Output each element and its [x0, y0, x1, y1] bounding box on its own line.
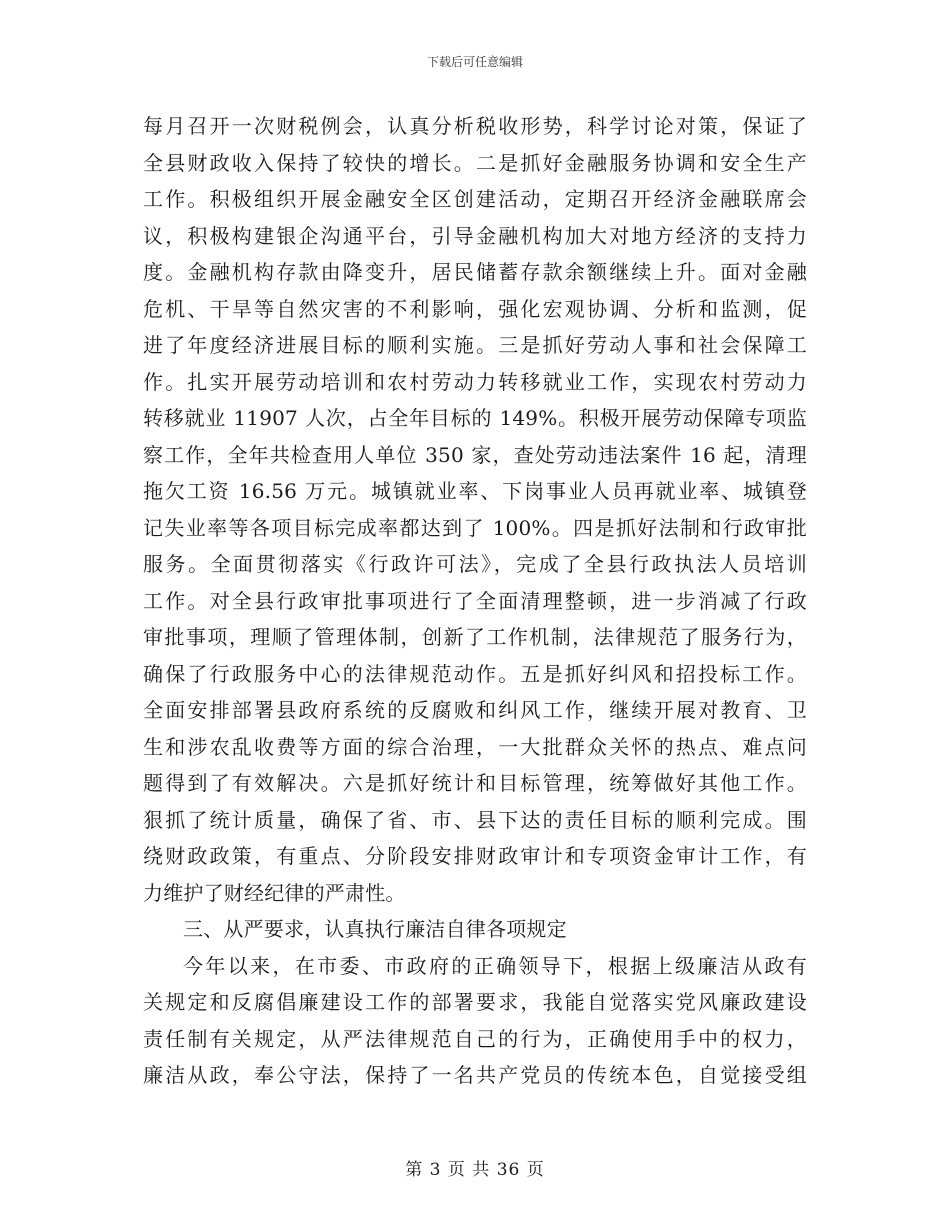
paragraph-line: 廉洁从政，奉公守法，保持了一名共产党员的传统本色，自觉接受组 — [143, 1063, 807, 1087]
paragraph-line: 察工作，全年共检查用人单位 350 家，查处劳动违法案件 16 起，清理 — [143, 442, 807, 467]
paragraph-line: 审批事项，理顺了管理体制，创新了工作机制，法律规范了服务行为， — [143, 625, 807, 649]
paragraph-line: 全县财政收入保持了较快的增长。二是抓好金融服务协调和安全生产 — [143, 150, 807, 175]
paragraph-line: 转移就业 11907 人次，占全年目标的 149%。积极开展劳动保障专项监 — [143, 406, 807, 430]
paragraph-line: 今年以来，在市委、市政府的正确领导下，根据上级廉洁从政有 — [183, 953, 807, 978]
paragraph-line: 狠抓了统计质量，确保了省、市、县下达的责任目标的顺利完成。围 — [143, 807, 807, 832]
paragraph-line: 拖欠工资 16.56 万元。城镇就业率、下岗事业人员再就业率、城镇登 — [143, 479, 807, 503]
paragraph-line: 每月召开一次财税例会，认真分析税收形势，科学讨论对策，保证了 — [143, 114, 807, 138]
paragraph-line: 关规定和反腐倡廉建设工作的部署要求，我能自觉落实党风廉政建设 — [143, 990, 807, 1014]
paragraph-line: 议，积极构建银企沟通平台，引导金融机构加大对地方经济的支持力 — [143, 223, 807, 248]
section-heading: 三、从严要求，认真执行廉洁自律各项规定 — [183, 917, 567, 941]
paragraph-line: 生和涉农乱收费等方面的综合治理，一大批群众关怀的热点、难点问 — [143, 734, 807, 759]
paragraph-line: 全面安排部署县政府系统的反腐败和纠风工作，继续开展对教育、卫 — [143, 698, 807, 722]
page-number-footer: 第 3 页 共 36 页 — [405, 1160, 545, 1180]
document-body — [143, 108, 807, 1094]
page-header-note: 下载后可任意编辑 — [426, 55, 523, 69]
paragraph-line: 绕财政政策，有重点、分阶段安排财政审计和专项资金审计工作，有 — [143, 844, 807, 868]
paragraph-line: 作。扎实开展劳动培训和农村劳动力转移就业工作，实现农村劳动力 — [143, 369, 807, 394]
paragraph-line: 危机、干旱等自然灾害的不利影响，强化宏观协调、分析和监测，促 — [143, 296, 807, 321]
paragraph-line: 题得到了有效解决。六是抓好统计和目标管理，统筹做好其他工作。 — [143, 771, 807, 795]
paragraph-line: 记失业率等各项目标完成率都达到了 100%。四是抓好法制和行政审批 — [143, 515, 807, 540]
paragraph-line: 确保了行政服务中心的法律规范动作。五是抓好纠风和招投标工作。 — [143, 661, 807, 686]
paragraph-line: 服务。全面贯彻落实《行政许可法》，完成了全县行政执法人员培训 — [143, 552, 807, 576]
paragraph-line: 力维护了财经纪律的严肃性。 — [143, 880, 406, 905]
paragraph-line: 度。金融机构存款由降变升，居民储蓄存款余额继续上升。面对金融 — [143, 260, 807, 284]
paragraph-line: 进了年度经济进展目标的顺利实施。三是抓好劳动人事和社会保障工 — [143, 333, 807, 357]
paragraph-line: 责任制有关规定，从严法律规范自己的行为，正确使用手中的权力， — [143, 1026, 807, 1051]
paragraph-line: 工作。积极组织开展金融安全区创建活动，定期召开经济金融联席会 — [143, 187, 807, 211]
paragraph-line: 工作。对全县行政审批事项进行了全面清理整顿，进一步消减了行政 — [143, 588, 807, 613]
